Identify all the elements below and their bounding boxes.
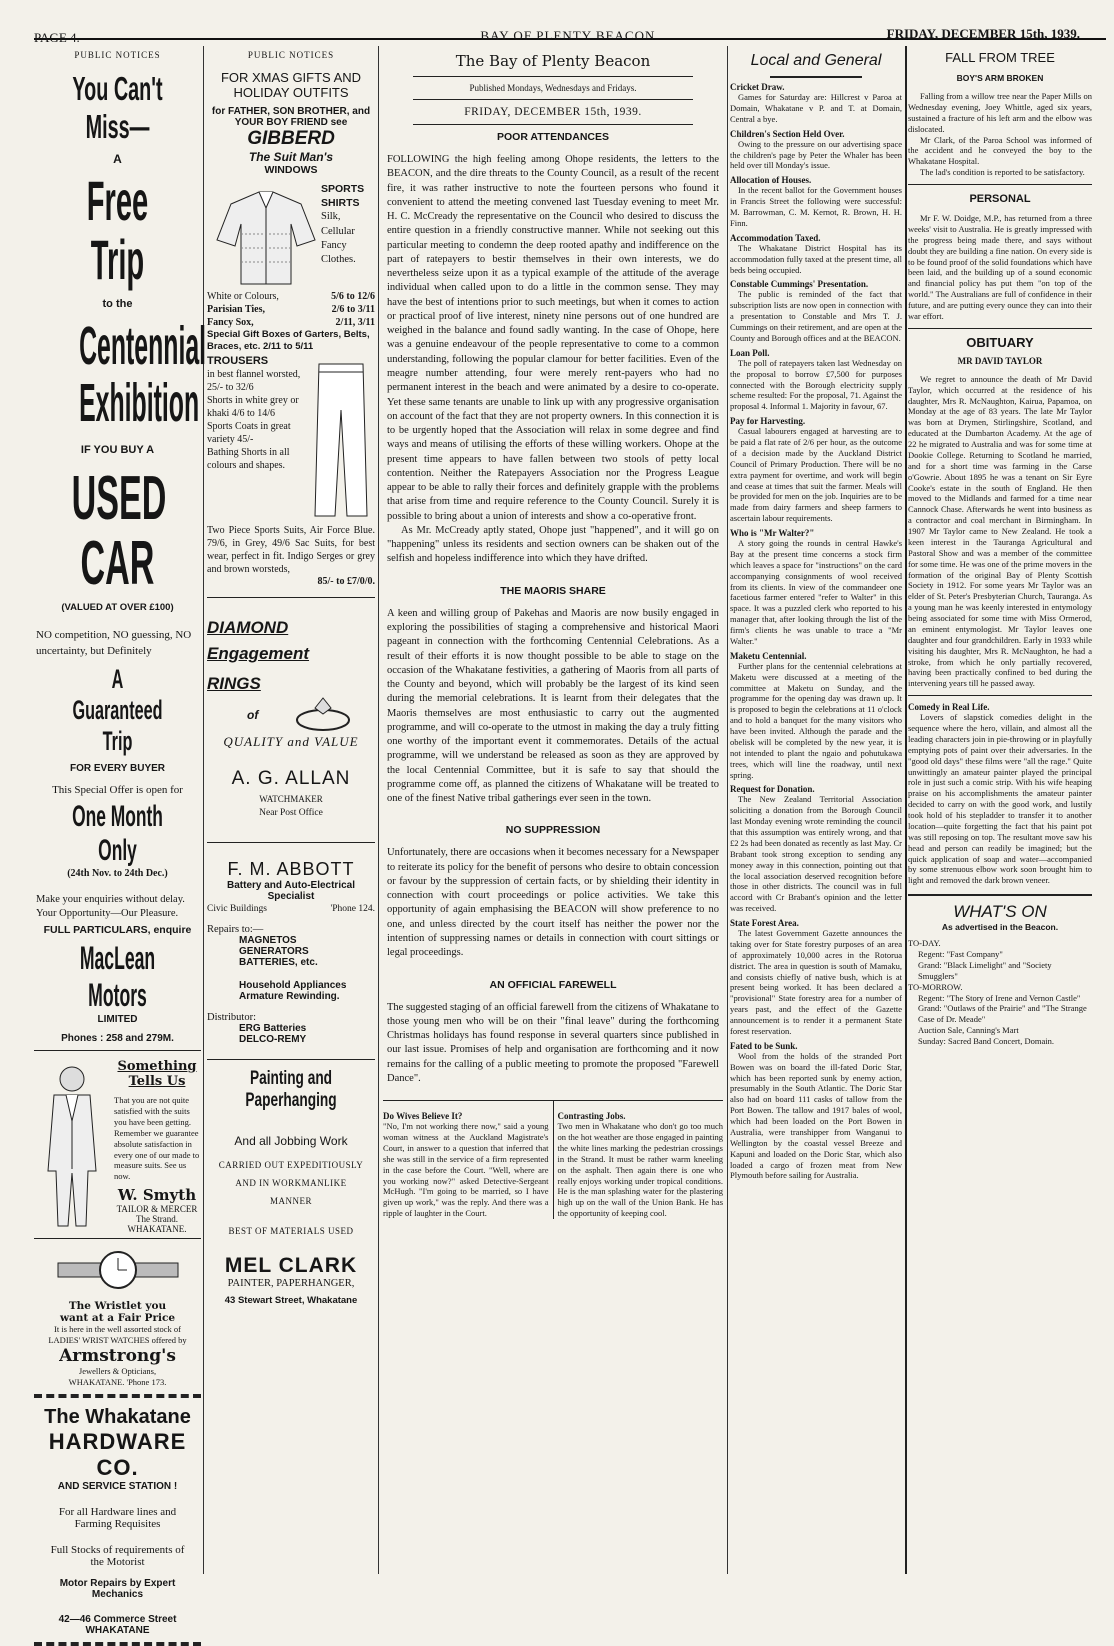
news-heading: Comedy in Real Life. — [908, 702, 990, 713]
price-row: Parisian Ties, 2/6 to 3/11 — [207, 304, 375, 315]
wristwatch-illustration — [58, 1245, 178, 1295]
ad-text: Shorts in white grey or khaki 4/6 to 14/6 — [207, 394, 299, 419]
local-item-text: A story going the rounds in central Hawke's Bay at the present time concerns a stock firm which leaves a space for "instructions" on the card accompanying consignments of wool received from its clients. In view of the commandeer one facetious farmer entered "refer to Walter" in this space. It was a puzzled clerk who reported to his manager that, after looking through the list of the firm's clients he was unable to trace a "Mr Walter." — [730, 538, 902, 646]
ad-text: of — [247, 707, 259, 722]
ad-text: Sports Coats in great variety 45/- — [207, 420, 291, 445]
news-paragraph: We regret to announce the death of Mr David Taylor, which occurred at the residence of his daughter, Mrs R. McNaughton, Kairua, Papamoa, on Monday at the age of 83 years. The late Mr Taylor was born at Drymen, Stirlingshire, Scotland, and educated at the Dumbarton Academy. At the age of 22 he migrated to Australia and was for some time at Dookie College. Returning to Scotland he married, and for a short time was farming in the Carse o'Gowrie. About 1895 he was a tenant on Sir Eyre Cooke's estate in the south of England. He then moved to the Midlands and farmed for a time near Cannock Chase. Afterwards he went into business as a contractor and coal merchant in Birmingham. In 1907 Mr Taylor came to New Zealand. He took a keen interest in the Tauranga Agricultural and Pastoral Show and was a member of the committee for some time. He was one of the prime movers in the formation of the original Bay of Plenty Scottish Society in 1912. For some years Mr Taylor was an elder of St. Peter's Presbyterian Church, Tauranga. As a young man he was keenly interested in entymology being associated for some time with Miss Ormerod, an eminent entymologist. Mr Taylor leaves one daughter and four grandchildren. Early in 1933 while visiting his daughter, Mrs R. McNaughton, he had a stroke, from which he only partially recovered, having been practically confined to bed during the intervening years till he passed away. — [908, 373, 1092, 689]
ad-text: NO competition, NO guessing, NO uncertainty, but Definitely — [36, 628, 192, 658]
local-item-heading: Constable Cummings' Presentation. — [730, 279, 869, 290]
trousers-illustration — [311, 360, 371, 520]
ad-headline: One Month Only — [72, 799, 163, 867]
headline-fall-from-tree: FALL FROM TREE — [945, 50, 1055, 65]
shirt-illustration — [211, 184, 321, 288]
masthead: The Bay of Plenty Beacon — [455, 52, 651, 70]
ad-text: FOR EVERY BUYER — [69, 762, 166, 774]
price-row: Fancy Sox, 2/11, 3/11 — [207, 317, 375, 328]
subhead: As advertised in the Beacon. — [941, 922, 1059, 933]
ad-headline: GIBBERD — [247, 128, 335, 149]
ad-text: Cellular — [321, 225, 355, 237]
short-item-heading: Contrasting Jobs. — [557, 1111, 626, 1122]
ad-text: to the — [102, 297, 133, 310]
headline-official-farewell: AN OFFICIAL FAREWELL — [489, 978, 617, 991]
ad-text: ERG Batteries — [239, 1022, 307, 1034]
ad-text: Fancy — [321, 239, 347, 251]
hardware-co-ad — [34, 1406, 201, 1636]
section-title: Local and General — [750, 52, 882, 69]
short-item-heading: Do Wives Believe It? — [383, 1111, 463, 1122]
ad-text: AND SERVICE STATION ! — [57, 1480, 178, 1492]
page-number: PAGE 4. — [34, 30, 80, 45]
local-item-text: In the recent ballot for the Government houses in Francis Street the following were successful: M. Barrowman, C. M. Kernot, R. Brown, H. H. Finn. — [730, 185, 902, 228]
local-item-heading: Accommodation Taxed. — [730, 232, 821, 243]
local-item-text: Games for Saturday are: Hillcrest v Paroa at Domain, Whakatane v P. and T. at Domain, Central a bye. — [730, 92, 902, 124]
suited-man-illustration — [36, 1061, 108, 1231]
ad-text: The Suit Man's — [248, 150, 334, 164]
local-item — [730, 416, 902, 524]
ad-text: MAGNETOS — [239, 934, 297, 946]
editorial-date: FRIDAY, DECEMBER 15th, 1939. — [464, 106, 642, 118]
ad-text: Distributor: — [207, 1011, 256, 1023]
ad-text: Bathing Shorts in all colours and shapes. — [207, 446, 290, 471]
local-item-heading: Pay for Harvesting. — [730, 416, 806, 427]
ad-headline: want at a Fair Price — [59, 1312, 176, 1325]
ad-text: Silk, — [321, 211, 341, 223]
ad-text: 85/- to £7/0/0. — [317, 575, 375, 587]
ad-text: And all Jobbing Work — [234, 1133, 348, 1148]
subhead: MR DAVID TAYLOR — [957, 355, 1043, 366]
ad-headline: You Can't Miss— — [72, 70, 163, 145]
local-item-heading: Request for Donation. — [730, 784, 815, 795]
column-rule — [203, 46, 204, 1574]
ad-text: Motor Repairs by Expert Mechanics — [59, 1577, 176, 1600]
ad-text: 43 Stewart Street, Whakatane — [224, 1294, 358, 1306]
news-paragraph: Falling from a willow tree near the Paper Mills on Wednesday evening, Joey Whittle, aged six years, sustained a fracture of his left arm and the elbow was dislocated. — [908, 91, 1092, 134]
short-item-text: "No, I'm not working there now," said a young woman witness at the Auckland Magistrate's Court, in answer to a question that inferred that she was still in the service of a firm represented in the case before the Court. "Well, where are you working now?" asked Detective-Sergeant McHugh. "I'm going to be married, so I have given up work," was the reply. And there was a ripple of laughter in the Court. — [383, 1121, 549, 1219]
ad-text: GENERATORS — [239, 945, 309, 957]
whats-on-line: TO-MORROW. — [908, 981, 963, 992]
ad-headline: FOR XMAS GIFTS AND — [220, 70, 362, 85]
allan-watchmaker-ad — [207, 604, 375, 818]
column-rule — [905, 46, 907, 1574]
local-item-heading: Cricket Draw. — [730, 82, 785, 92]
local-item — [730, 129, 902, 172]
local-item — [730, 528, 902, 647]
ad-text: AND IN WORKMANLIKE — [235, 1177, 347, 1188]
local-item-text: The poll of ratepayers taken last Wednesday on the proposal to borrow £7,500 for purposes connected with the Borough electricity supply scheme resulted: For the proposal, 71. Against the proposal 4. Informal 1. Majority in favour, 67. — [730, 357, 902, 412]
whats-on-line: Grand: "Black Limelight" and "Society Smugglers" — [918, 959, 1052, 981]
local-item-text: The Whakatane District Hospital has its accommodation fully taxed at the present time, all beds being occupied. — [730, 242, 902, 275]
ad-text: WHAKATANE. — [127, 1224, 187, 1235]
headline-obituary: OBITUARY — [966, 334, 1034, 350]
abbott-ad — [207, 849, 375, 1045]
ad-text: TROUSERS — [207, 354, 269, 367]
ad-text: A — [113, 152, 122, 166]
whats-on-line: Auction Sale, Canning's Mart — [918, 1025, 1019, 1036]
issue-date: FRIDAY, DECEMBER 15th, 1939. — [886, 26, 1080, 41]
news-paragraph: Mr Clark, of the Paroa School was informed of the accident and he conveyed the boy to the Whakatane Hospital. — [908, 134, 1092, 167]
ad-headline: RINGS — [207, 673, 261, 693]
editorial-paragraph: The suggested staging of an official farewell from the citizens of Whakatane to those young men who will be on their "final leave" during the forthcoming Christmas holidays has found response in several quarters since published in our last issue. Promises of help and organisation are forthcoming and it now remains for the calling of a public meeting to promote the proposed "Farewell Dance". — [387, 1001, 719, 1084]
public-notices-label: PUBLIC NOTICES — [74, 50, 161, 60]
local-item-text: The public is reminded of the fact that subscription lists are now open in connection with a presentation to Constable and Mrs T. J. Cummings on their retirement, and are open at the County and Borough offices and at the BEACON. — [730, 289, 902, 343]
ad-headline: Exhibition — [79, 373, 200, 434]
ad-text: DELCO-REMY — [239, 1033, 307, 1045]
ad-text: (24th Nov. to 24th Dec.) — [67, 867, 168, 879]
price-row: White or Colours, 5/6 to 12/6 — [207, 291, 375, 302]
short-item-text: Two men in Whakatane who don't go too much on the hot weather are those engaged in painting the white lines marking the pedestrian crossings in the Strand. It must be rather warm kneeling on the asphalt. Then again there is one who really enjoys working under tropical conditions. He is the man splashing water for the plastering high up on the wall of the Union Bank. He has the opportunity of keeping cool. — [557, 1121, 723, 1219]
ad-text: Clothes. — [321, 253, 356, 265]
subhead: BOY'S ARM BROKEN — [956, 73, 1044, 83]
ad-text: Two Piece Sports Suits, Air Force Blue. 79/6, in Grey, 49/6 Sac Suits, for best wear, perfect in fit. Indigo Serges or grey and brown worsteds, — [207, 524, 375, 575]
editorial-paragraph: A keen and willing group of Pakehas and Maoris are now busily engaged in exploring the possibilities of staging a comprehensive and historical Maori pageant in connection with the forthcoming Centennial Celebrations. As a result of their efforts it is now thought possible to be able to stage on the occasion of the Whakatane festivities, a gathering of Maoris from all parts of the County and beyond, which will probably be the largest of its kind seen during the memorial celebrations. It is learnt from their delegates that the Maoris themselves are most enthusiastic to carry out the augmented programme, and will co-operate to the utmost in making the day a truly fitting one worthy of the important event it commemorates. Details of the actual programme, will we understand be released as soon as they are approved by the local Centennial Committee, but it is safe to say that should the programme come off, as planned the citizens of Whakatane will be treated to one of the finest Native tribal gatherings ever seen in the town. — [387, 607, 719, 805]
ad-headline: Painting and Paperhanging — [245, 1067, 337, 1111]
ad-headline: Something Tells Us — [117, 1059, 197, 1090]
news-paragraph: The lad's condition is reported to be satisfactory. — [920, 167, 1085, 178]
ad-text: CARRIED OUT EXPEDITIOUSLY — [218, 1159, 364, 1170]
local-item-heading: Allocation of Houses. — [730, 175, 812, 186]
whats-on-line: TO-DAY. — [908, 938, 941, 949]
headline-maoris-share: THE MAORIS SHARE — [500, 584, 606, 597]
armstrongs-ad — [34, 1245, 201, 1388]
local-item-text: The New Zealand Territorial Association soliciting a donation from the Borough Council last Monday evening wrote reminding the council that this assumption was entirely wrong, and that £2 2s had been donated as recently as last May. Cr Brabant took strong exception to sending any money away in this connection, pointing out that the local association deserved recognition before those in other districts. The council was in full accord with Cr Brabant's opinion and the letter was received. — [730, 794, 902, 914]
column-1 — [34, 46, 207, 1636]
ad-text: Battery and Auto-Electrical Specialist — [227, 879, 355, 902]
ad-text: in best flannel worsted, 25/- to 32/6 — [207, 368, 301, 393]
ad-headline: Free Trip — [86, 169, 149, 291]
page-header — [34, 4, 1106, 45]
local-item-heading: Children's Section Held Over. — [730, 128, 845, 139]
column-rule — [378, 46, 379, 1574]
ad-text: Armature Rewinding. — [239, 990, 340, 1002]
public-notices-label: PUBLIC NOTICES — [247, 50, 335, 60]
ad-text: Civic Buildings — [207, 903, 267, 914]
column-3-editorial — [383, 46, 723, 1574]
ad-text: It is here in the well assorted stock of LADIES' WRIST WATCHES offered by — [48, 1324, 187, 1346]
ad-text: This Special Offer is open for — [52, 783, 183, 796]
ad-text: TAILOR & MERCER — [116, 1204, 198, 1215]
local-item — [730, 233, 902, 276]
whats-on-line: Regent: "The Story of Irene and Vernon Castle" — [918, 992, 1081, 1003]
editorial-paragraph: As Mr. McCready aptly stated, Ohope just "happened", and it will go on "happening" unless its residents and section owners can be shaken out of the selfish and hopeless indifference into which they have drifted. — [387, 524, 719, 565]
ad-headline: A. G. ALLAN — [231, 767, 351, 789]
ad-text: Repairs to:— — [207, 923, 264, 935]
ad-text: LIMITED — [97, 1014, 138, 1026]
ad-text: Near Post Office — [259, 807, 323, 818]
ad-headline: DIAMOND — [207, 617, 289, 637]
ad-text: MANNER — [269, 1195, 312, 1206]
gibberd-ad — [207, 70, 375, 587]
editorial-paragraph: FOLLOWING the high feeling among Ohope residents, the letters to the BEACON, and the dire threats to the County Council, as a result of the recent fire, it was rather instructive to note the fourteen persons who found it convenient to attend the meeting convened last Tuesday evening to meet Mr. H. C. McCready the representative on the Council who desired to discuss the entire question in a friendly constructive manner. While not seeking out this particular meeting to condemn the deep rooted apathy and indifference on the part of ratepayers to bestir themselves in their own interests, we do nevertheless seize upon it as a typical example of the attitude of the average individual when called upon to do a little in the common sense. They may have the best of intentions prior to such meetings, but when it comes to action or practical proof of live interest, ninety nine persons out of one hundred are weighed in the balance and found sadly wanting. In the case of Ohope, here was a genuine endeavour of the people representative to come to a common understanding, following the popular clamour for better facilities. Even of the meagre number attending, four were merely rent-payers who had no permanent interest in the beach and were animated by a desire to co-operate. Yet these same tenants are unable to link up with any progressive organisation on account of the fact that they are not property owners. In this connection it is to be urgently hoped that the Association will relax in some degree and find ways and means of utilising the efforts of these willing workers. Ohope at the present time appears to have fallen between two stools of petty local contention. Neither the Ratepayers Association nor the Progress League appear to be able to rally their forces and definitely grapple with the problems that arise from time and require reference to the County Council. Surely it is possible to bring about a union of interests and show a co-operative front. — [387, 154, 719, 522]
ad-text: BATTERIES, etc. — [239, 956, 318, 968]
ad-headline: F. M. ABBOTT — [227, 858, 355, 879]
local-item-heading: Fated to be Sunk. — [730, 1040, 798, 1051]
diamond-ring-illustration — [291, 696, 355, 734]
headline-no-suppression: NO SUPPRESSION — [505, 824, 601, 837]
ad-headline: HARDWARE CO. — [48, 1428, 187, 1480]
ad-headline: HOLIDAY OUTFITS — [233, 85, 349, 100]
ad-text: SHIRTS — [321, 197, 360, 210]
ad-text: WHAKATANE. 'Phone 173. — [68, 1376, 167, 1387]
ad-text: Special Gift Boxes of Garters, Belts, Braces, etc. 2/11 to 5/11 — [207, 329, 370, 353]
local-item-heading: Who is "Mr Walter?" — [730, 528, 815, 538]
ad-text: WHAKATANE — [85, 1624, 150, 1636]
whats-on-line: Sunday: Sacred Band Concert, Domain. — [918, 1036, 1054, 1046]
column-5 — [908, 46, 1092, 1574]
ad-text: Jewellers & Opticians, — [78, 1365, 157, 1376]
local-item — [730, 1041, 902, 1182]
ad-text: 'Phone 124. — [330, 903, 375, 914]
ad-text: 42—46 Commerce Street — [58, 1613, 177, 1625]
news-paragraph: Mr F. W. Doidge, M.P., has returned from a three weeks' visit to Australia. He is greatly impressed with the progress being made there, and says without doubt they are building a fine nation. On every side is to be found proof of the solid foundations which have been laid, and the building up of a sound economic and financial policy has put them "on top of the world." The Australians are full of confidence in their future, and are putting every ounce they can into their war effort. — [908, 213, 1092, 321]
ad-headline: W. Smyth — [117, 1186, 197, 1205]
ad-headline: Armstrong's — [59, 1345, 176, 1366]
short-item — [383, 1101, 554, 1219]
column-4-local-general — [730, 46, 902, 1574]
ad-headline: Centennial — [79, 315, 207, 376]
local-item-text: Owing to the pressure on our advertising space the children's page by Peter the Whaler has been held over till Monday's issue. — [730, 138, 902, 171]
ad-text: SPORTS — [321, 183, 365, 195]
local-item-heading: State Forest Area. — [730, 918, 799, 928]
ad-headline: The Wristlet you — [68, 1300, 167, 1313]
local-item — [730, 918, 902, 1037]
local-item-heading: Maketu Centennial. — [730, 650, 807, 661]
local-item-text: Wool from the holds of the stranded Port Bowen was on board the ill-fated Doric Star, which has been reported sunk by enemy action, presumably in the South Atlantic. The Doric Star also had on board 111 casks of tallow from the Port Bowen. The tallow and 1917 bales of wool, which had been loaded on the Port Bowen in Australia, were transhipper from Wanganui to Wellington by the coastal vessel Breeze and Kapuni and loaded on the Doric Star, which also loaded a cargo of frozen meat from New Plymouth before sailing for Australia. — [730, 1050, 902, 1181]
publication-days: Published Mondays, Wednesdays and Fridays. — [469, 83, 637, 93]
headline-poor-attendances: POOR ATTENDANCES — [496, 131, 609, 143]
news-paragraph: Lovers of slapstick comedies delight in the sequence where the hero, villain, and almost all the leading characters join in pie-throwing or in playfully emptying pots of paint over their adversaries. In the "good old days" these films were "all the rage." Quite unwittingly an amateur painter played the principal role in just such a comic strip. With his wife heaping praise on his accomplishments the amateur painter decided to carry on with the good work, and lustily took hold of his stepladder to transfer it to another location—quite forgetting the fact that his paint pot was still reposing on top. The resultant move saw his head and person can readily be imagined; but the quick application of soap and water—accompanied by some strenuous elbow work soon brought him to light and removed the dark brown veneer. — [908, 712, 1092, 886]
ad-text: WINDOWS — [264, 164, 318, 176]
ad-text: For all Hardware lines and Farming Requisites — [58, 1505, 177, 1530]
local-item — [730, 279, 902, 343]
local-item-text: Further plans for the centennial celebrations at Maketu were discussed at a meeting of the committee at Maketu on Sunday, and the programme for the opening day was drawn up. It is proposed to begin the celebrations at 11 o'clock and to hold a banquet for the many visitors who have been invited. Although the parade and the obelisk will be completed by the new year, it is not intended to plant the ngaio and pohutukawa trees, which will line the roadway, until next spring. — [730, 660, 902, 780]
ad-text: Make your enquiries without delay. Your Opportunity—Our Pleasure. — [36, 893, 185, 919]
local-item-heading: Loan Poll. — [730, 347, 770, 358]
local-item — [730, 175, 902, 229]
ad-text: That you are not quite satisfied with the suits you have been getting. Remember we guarantee absolute satisfaction in every one of our made to measure suits. See us now. — [114, 1095, 200, 1182]
ad-headline: MEL CLARK — [224, 1253, 358, 1277]
local-items-list — [730, 82, 902, 1181]
ad-text: Phones : 258 and 279M. — [61, 1033, 174, 1045]
whats-on-line: Regent: "Fast Company" — [918, 949, 1003, 959]
ad-text: FULL PARTICULARS, enquire — [43, 924, 192, 937]
local-item — [730, 82, 902, 125]
ad-headline: MacLean Motors — [79, 940, 156, 1014]
paper-name: BAY OF PLENTY BEACON. — [480, 28, 660, 43]
column-2 — [207, 46, 375, 1574]
local-item-text: The latest Government Gazette announces the taking over for State forestry purposes of an area of approximately 10,000 acres in the Rotorua district. The area in question is south of Mamaku, and consists chiefly of native bush, which is at present being worked. It has been declared a "provisional" State forestry area for a number of years past, and the effect of the Gazette announcement is to render it a permanent State forest reservation. — [730, 928, 902, 1036]
mel-clark-ad — [207, 1068, 375, 1306]
ad-text: Full Stocks of requirements of the Motorist — [50, 1543, 185, 1568]
ad-text: The Strand. — [136, 1214, 178, 1225]
local-item — [730, 348, 902, 412]
ad-text: for FATHER, SON BROTHER, and YOUR BOY FRIEND see — [211, 106, 371, 128]
ad-text: QUALITY and VALUE — [223, 733, 359, 749]
ad-text: (VALUED AT OVER £100) — [61, 601, 174, 613]
column-rule — [727, 46, 728, 1574]
ad-headline: A Guaranteed Trip — [72, 663, 163, 756]
maclean-motors-ad — [34, 70, 207, 1045]
ad-headline: USED CAR — [71, 463, 167, 598]
local-item — [730, 651, 902, 781]
local-item-text: Casual labourers engaged at harvesting are to be paid a flat rate of 2/6 per hour, as the outcome of a decision made by the Auckland District Council of Primary Production. There will be no extra payment for overtime, and work will begin and cease at times that suit the farmer. Meals will be provided for men on the job. Inquiries are to be made from dairy farmers and sheep farmers to ascertain labour requirements. — [730, 426, 902, 524]
ad-text: Household Appliances — [239, 979, 347, 991]
ad-text: PAINTER, PAPERHANGER, — [227, 1277, 355, 1289]
short-item — [554, 1101, 724, 1219]
ad-headline: Engagement — [207, 643, 310, 663]
ad-text: WATCHMAKER — [259, 793, 323, 804]
headline-whats-on: WHAT'S ON — [953, 902, 1047, 922]
ad-headline: The Whakatane — [44, 1405, 191, 1428]
ad-text: BEST OF MATERIALS USED — [228, 1225, 354, 1236]
smyth-tailor-ad — [34, 1057, 201, 1235]
whats-on-line: Grand: "Outlaws of the Prairie" and "The Strange Case of Dr. Meade" — [918, 1003, 1087, 1025]
editorial-paragraph: Unfortunately, there are occasions when it becomes necessary for a Newspaper to reiterate its policy for the benefit of persons who desire to obtain concession or favour by the suppression of certain facts, or by shielding their identity in connection with court proceedings or police activities. We take this opportunity of again emphasising the BEACON will show preference to no one, and unless directed by the court itself has neither the power nor the intention of suppressing names or details in connection with court sittings or legal proceedings. — [387, 847, 719, 959]
ad-text: IF YOU BUY A — [80, 443, 155, 456]
local-item — [730, 784, 902, 914]
headline-personal: PERSONAL — [969, 193, 1031, 205]
